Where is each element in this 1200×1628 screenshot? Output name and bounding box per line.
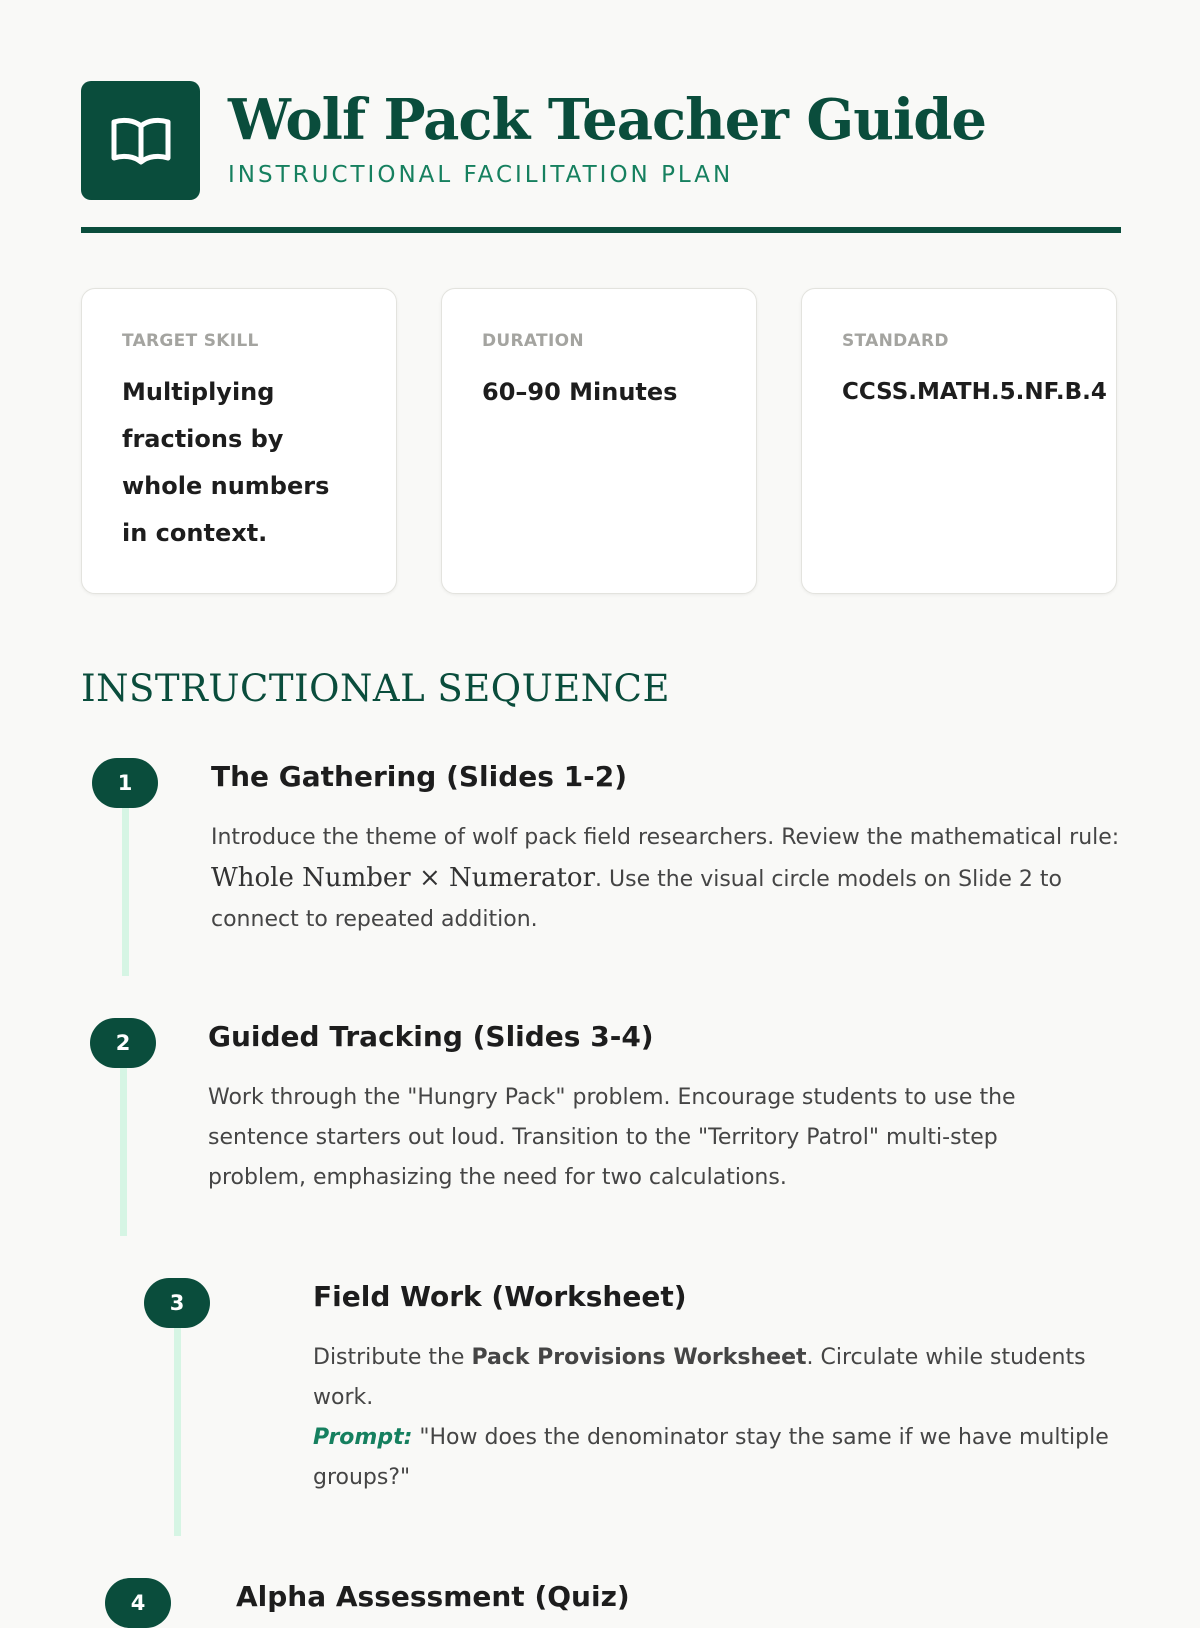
card-label: DURATION bbox=[482, 331, 584, 351]
step-text: Distribute the bbox=[313, 1345, 472, 1370]
step-number-badge: 3 bbox=[144, 1278, 210, 1328]
header-divider bbox=[81, 227, 1121, 233]
step-description bbox=[313, 1338, 1123, 1498]
step-title: The Gathering (Slides 1-2) bbox=[211, 760, 628, 793]
step-text: . Use the visual circle models on Slide 2 to connect to repeated addition. bbox=[211, 867, 1062, 932]
step-number-badge: 4 bbox=[105, 1578, 171, 1628]
step-number-badge: 1 bbox=[92, 758, 158, 808]
card-value: 60–90 Minutes bbox=[482, 378, 678, 406]
info-card-target-skill bbox=[81, 288, 397, 594]
page-title: Wolf Pack Teacher Guide bbox=[228, 87, 987, 153]
page-subtitle: INSTRUCTIONAL FACILITATION PLAN bbox=[228, 162, 734, 188]
timeline-line bbox=[174, 1310, 181, 1536]
logo-badge bbox=[81, 81, 200, 200]
card-label: STANDARD bbox=[842, 331, 949, 351]
step-description bbox=[211, 818, 1131, 940]
timeline-line bbox=[120, 1050, 127, 1236]
step-text: Introduce the theme of wolf pack field researchers. Review the mathematical rule: bbox=[211, 825, 1120, 850]
prompt-text: "How does the denominator stay the same if we have multiple groups?" bbox=[313, 1425, 1109, 1490]
prompt-label: Prompt: bbox=[313, 1425, 413, 1450]
worksheet-name: Pack Provisions Worksheet bbox=[471, 1345, 807, 1370]
step-number-badge: 2 bbox=[90, 1018, 156, 1068]
step-text: . Circulate while students work. bbox=[313, 1345, 1086, 1410]
step-title: Field Work (Worksheet) bbox=[313, 1280, 687, 1313]
card-label: TARGET SKILL bbox=[122, 331, 259, 351]
info-card-duration bbox=[441, 288, 757, 594]
math-formula: Whole Number × Numerator bbox=[211, 863, 596, 893]
card-value: Multiplying fractions by whole numbers in context. bbox=[122, 378, 330, 547]
card-value: CCSS.MATH.5.NF.B.4 bbox=[842, 379, 1107, 405]
timeline-line bbox=[122, 790, 129, 976]
step-title: Guided Tracking (Slides 3-4) bbox=[208, 1020, 654, 1053]
info-card-standard bbox=[801, 288, 1117, 594]
step-description: Work through the "Hungry Pack" problem. Encourage students to use the sentence starters out loud. Transition to the "Territory Patrol" multi-step problem, emphasizing the need for two calculations. bbox=[208, 1085, 1016, 1190]
open-book-icon bbox=[110, 114, 172, 168]
step-title: Alpha Assessment (Quiz) bbox=[236, 1580, 630, 1613]
section-title: INSTRUCTIONAL SEQUENCE bbox=[81, 667, 670, 710]
